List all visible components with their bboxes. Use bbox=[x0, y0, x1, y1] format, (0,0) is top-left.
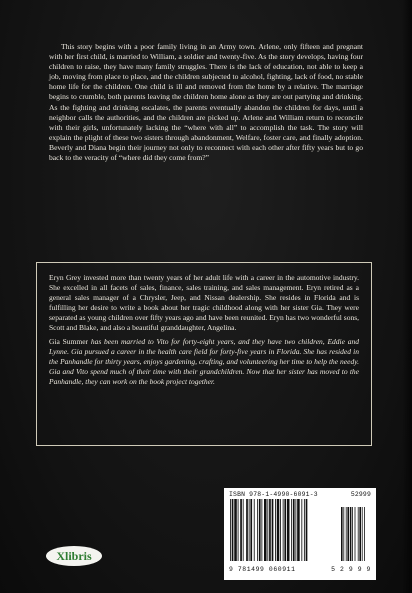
barcode-digits-row bbox=[229, 566, 371, 573]
addon-bar bbox=[347, 507, 349, 561]
barcode-bar bbox=[240, 499, 242, 561]
isbn-text bbox=[229, 491, 371, 499]
addon-bar bbox=[346, 507, 347, 561]
addon-digits: 5 2 9 9 9 bbox=[331, 566, 371, 573]
barcode-bar bbox=[287, 499, 290, 561]
addon-bar bbox=[343, 507, 344, 561]
barcode-bar bbox=[243, 499, 244, 561]
barcode-bar bbox=[306, 499, 308, 561]
barcode-bar bbox=[234, 499, 237, 561]
barcode-bar bbox=[283, 499, 284, 561]
bio-gia bbox=[49, 337, 359, 387]
barcode-digits: 9 781499 060911 bbox=[229, 566, 296, 573]
barcode-bar bbox=[284, 499, 286, 561]
barcode-bar bbox=[272, 499, 274, 561]
xlibris-logo bbox=[45, 545, 103, 567]
barcode-bar bbox=[259, 499, 261, 561]
barcode-bar bbox=[280, 499, 281, 561]
barcode-bar bbox=[238, 499, 239, 561]
barcode-bar bbox=[249, 499, 250, 561]
barcode-bar bbox=[297, 499, 300, 561]
barcode-bar bbox=[267, 499, 268, 561]
barcode-bar bbox=[293, 499, 295, 561]
barcode-bar bbox=[257, 499, 258, 561]
barcode-bar bbox=[232, 499, 234, 561]
barcode-bar bbox=[275, 499, 276, 561]
bio-gia-text: has been married to Vito for forty-eight years, and they have two children, Eddie and Lynne. Gia pursued a career in the health care field for forty-five years in Florida. She has resided in the Panhandle for thirty years, enjoys gardening, crafting, and volunteering her time to help the needy. Gia and Vito spend much of their time with their grandchildren. Now that her sister has moved to the Panhandle, they can work on the book project together. bbox=[49, 337, 359, 387]
barcode-bar bbox=[295, 499, 296, 561]
barcode-bar bbox=[246, 499, 248, 561]
addon-bar bbox=[355, 507, 356, 561]
barcode-bar bbox=[230, 499, 231, 561]
spine-shadow bbox=[402, 0, 412, 593]
barcode-bar bbox=[269, 499, 271, 561]
barcode-bar bbox=[254, 499, 255, 561]
barcode-bar bbox=[250, 499, 252, 561]
addon-bar bbox=[364, 507, 365, 561]
isbn-number: ISBN 978-1-4990-6091-3 bbox=[229, 491, 318, 498]
barcode-bar bbox=[301, 499, 302, 561]
barcode-bar bbox=[304, 499, 305, 561]
addon-bar bbox=[362, 507, 363, 561]
author-bio-box bbox=[36, 262, 372, 446]
bio-gia-name: Gia Summer bbox=[49, 337, 91, 347]
synopsis-paragraph: This story begins with a poor family living in an Army town. Arlene, only fifteen and pregnant with her first child, is married to William, a soldier and twenty-five. As the story develops, having four children to raise, they have many family struggles. There is the lack of education, not able to keep a job, moving from place to place, and the children subjected to alcohol, fighting, lack of food, no stable home life for the children. One child is ill and removed from the home by a relative. The marriage begins to crumble, both parents leaving the children home alone as they are out partying and drinking. As the fighting and drinking escalates, the parents eventually abandon the children for days, until a neighbor calls the authorities, and the children are picked up. Arlene and William return to reconcile with their girls, unfortunately lacking the “where with all” to accomplish the task. The story will explain the plight of these two sisters through abandonment, Welfare, foster care, and finally adoption. Beverly and Diana begin their journey not only to reconnect with each other after fifty years but to go back to the veracity of “where did they come from?” bbox=[49, 42, 363, 163]
barcode-bar bbox=[264, 499, 267, 561]
price-code: 52999 bbox=[350, 491, 371, 498]
addon-bar bbox=[359, 507, 361, 561]
addon-bar bbox=[352, 507, 353, 561]
logo-wordmark: Xlibris bbox=[56, 549, 92, 563]
barcode-bar bbox=[291, 499, 292, 561]
barcode-bar bbox=[277, 499, 280, 561]
isbn-barcode bbox=[224, 488, 376, 580]
addon-bar bbox=[358, 507, 359, 561]
addon-bar bbox=[350, 507, 352, 561]
bio-eryn: Eryn Grey invested more than twenty years of her adult life with a career in the automotive industry. She excelled in all facets of sales, finance, sales training, and sales management. Eryn retired as a general sales manager of a Chrysler, Jeep, and Nissan dealership. She resides in Florida and is fulfilling her desire to write a book about her tragic childhood along with her sister Gia. They were separated as young children over fifty years ago and have been reunited. Eryn has two wonderful sons, Scott and Blake, and also a beautiful granddaughter, Angelina. bbox=[49, 273, 359, 332]
barcode-bars bbox=[229, 499, 371, 565]
barcode-bar bbox=[261, 499, 262, 561]
addon-bar bbox=[341, 507, 343, 561]
